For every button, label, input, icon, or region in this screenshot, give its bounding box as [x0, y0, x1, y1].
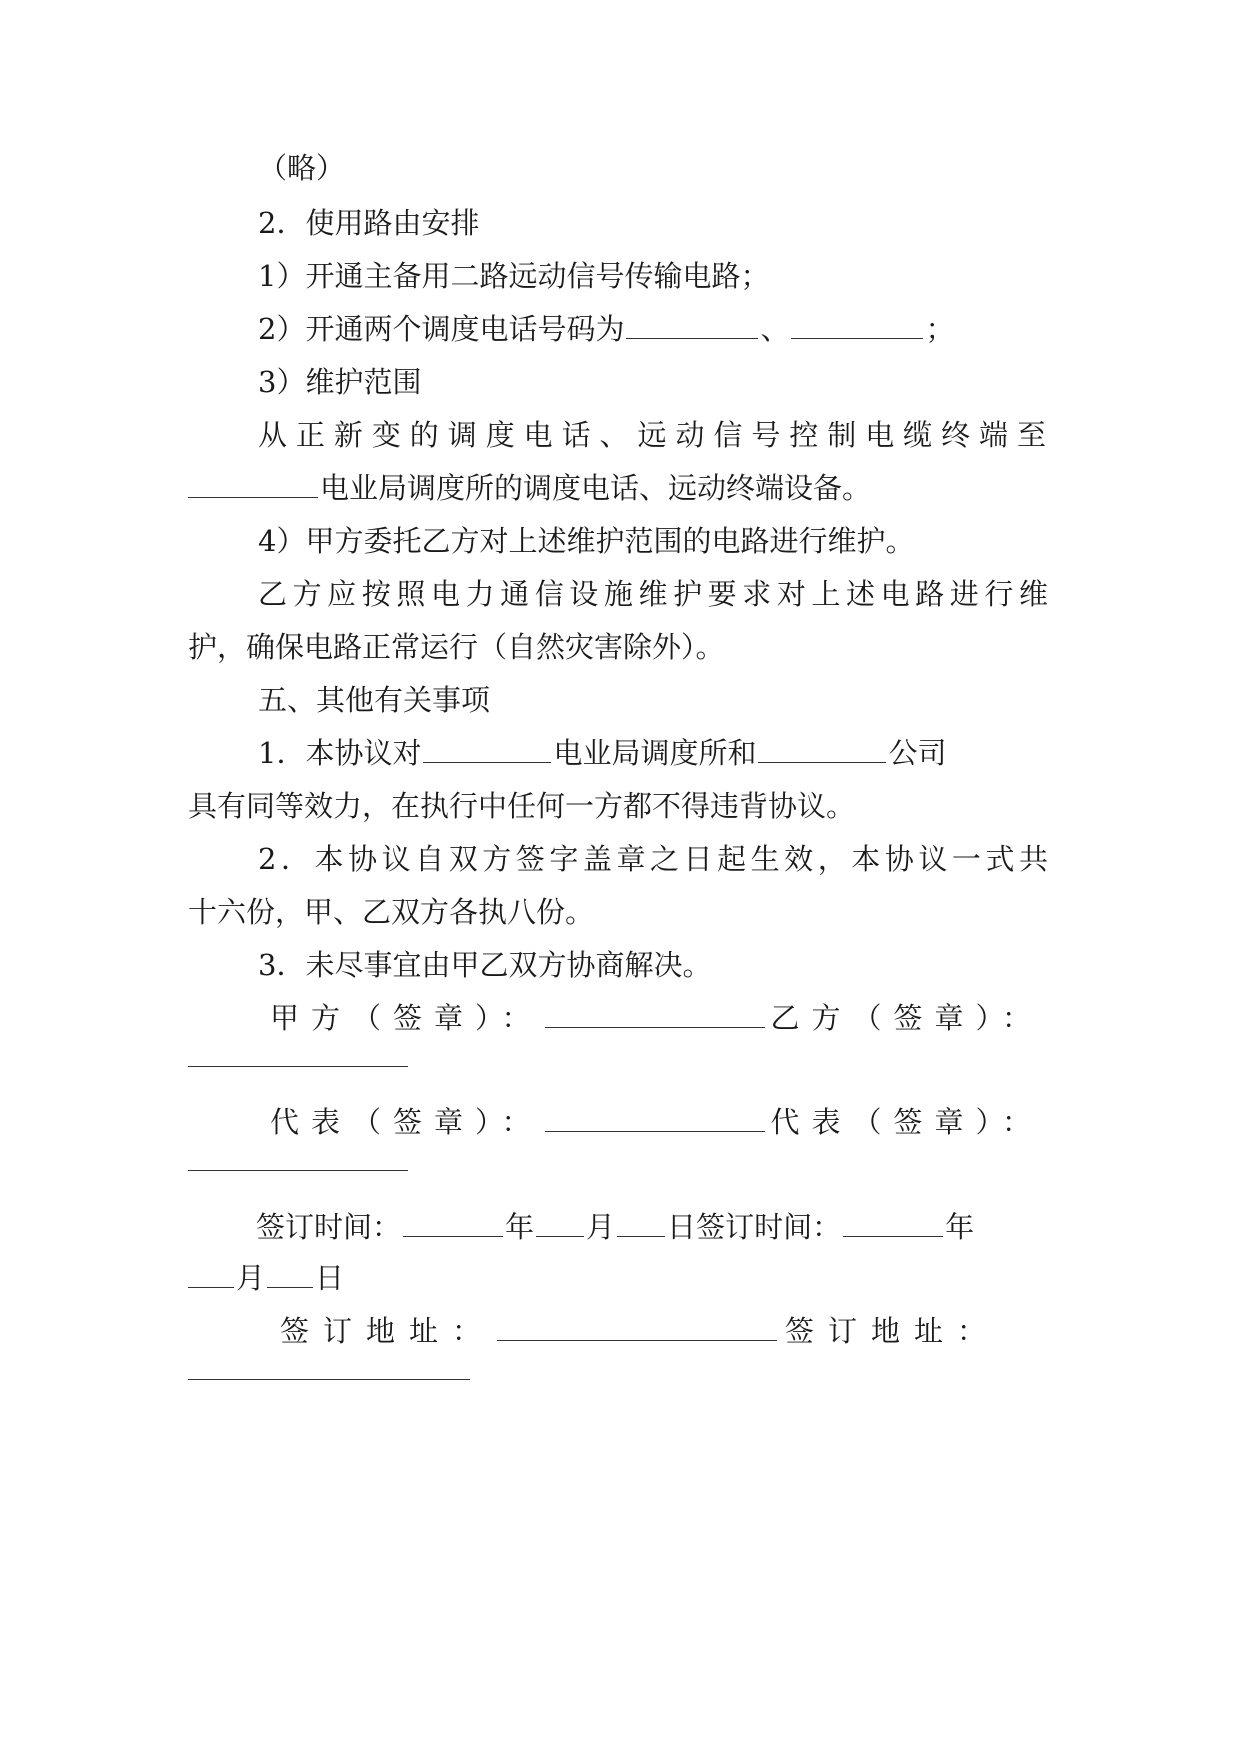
signing-date-continuation	[188, 1258, 1048, 1298]
item-4-maintenance	[258, 521, 1048, 561]
rep-b-signature-label: 代表（签章）：	[770, 1105, 1044, 1139]
address-a-blank	[497, 1313, 777, 1341]
omitted-text: （略）	[258, 151, 346, 185]
maintenance-paragraph-line-1	[258, 574, 1048, 614]
clause-1-prefix: 1．本协议对	[258, 736, 422, 770]
item-3-scope-title	[258, 362, 1048, 402]
party-a-signature-label: 甲方（签章）：	[270, 1001, 543, 1035]
scope-paragraph-line-1	[258, 415, 1046, 455]
maintenance-line-2-text: 护，确保电路正常运行（自然灾害除外）。	[188, 630, 725, 664]
item-1-circuits	[258, 256, 1048, 296]
party-b-signature-label: 乙方（签章）：	[770, 1001, 1044, 1035]
maintenance-line-1-text: 乙方应按照电力通信设施维护要求对上述电路进行维	[258, 577, 1048, 611]
clause-3-text: 3．未尽事宜由甲乙双方协商解决。	[258, 948, 712, 982]
rep-b-signature-blank	[188, 1170, 408, 1171]
section-routing-title	[258, 203, 1048, 243]
clause-1-line-1	[258, 733, 1048, 773]
routing-title-text: 2．使用路由安排	[258, 206, 480, 240]
date-a-month-unit: 月	[586, 1210, 616, 1244]
clause-2-line-1	[258, 839, 1048, 879]
signing-date-line	[256, 1207, 1048, 1247]
date-a-label: 签订时间：	[256, 1210, 402, 1244]
section-five-title	[258, 680, 1048, 720]
item-1-text: 1）开通主备用二路远动信号传输电路；	[258, 259, 770, 293]
maintenance-paragraph-line-2	[188, 627, 1048, 667]
scope-paragraph-line-2	[188, 468, 1048, 508]
bureau-name-blank	[188, 470, 318, 498]
address-b-label: 签订地址：	[785, 1314, 1001, 1348]
address-a-label: 签订地址：	[280, 1314, 496, 1348]
company-blank	[758, 735, 886, 763]
date-a-year-blank	[403, 1209, 503, 1237]
rep-a-signature-label: 代表（签章）：	[270, 1105, 543, 1139]
date-a-day-blank	[617, 1209, 665, 1237]
clause-3	[258, 945, 1048, 985]
party-signature-line	[270, 998, 1048, 1038]
omitted-note	[258, 148, 1048, 188]
rep-a-signature-blank	[545, 1104, 765, 1132]
bureau-blank	[423, 735, 551, 763]
date-a-month-blank	[536, 1209, 584, 1237]
section-five-text: 五、其他有关事项	[258, 683, 491, 717]
clause-2-line-1-text: 2．本协议自双方签字盖章之日起生效，本协议一式共	[258, 842, 1048, 876]
item-3-text: 3）维护范围	[258, 365, 422, 399]
date-b-month-unit: 月	[236, 1261, 266, 1295]
representative-signature-line	[270, 1102, 1048, 1142]
phone-number-2-blank	[791, 311, 923, 339]
date-a-year-unit: 年	[505, 1210, 535, 1244]
date-a-day-unit: 日	[667, 1210, 697, 1244]
clause-1-line-2	[188, 786, 1048, 826]
date-b-month-blank	[188, 1260, 234, 1288]
date-b-day-blank	[267, 1260, 313, 1288]
item-4-text: 4）甲方委托乙方对上述维护范围的电路进行维护。	[258, 524, 915, 558]
clause-2-line-2	[188, 892, 1048, 932]
scope-line-2-text: 电业局调度所的调度电话、远动终端设备。	[320, 471, 872, 505]
date-b-year-blank	[843, 1209, 943, 1237]
date-b-day-unit: 日	[315, 1261, 345, 1295]
date-b-year-unit: 年	[945, 1210, 975, 1244]
clause-1-middle: 电业局调度所和	[553, 736, 757, 770]
party-a-signature-blank	[545, 1000, 765, 1028]
clause-1-line-2-text: 具有同等效力，在执行中任何一方都不得违背协议。	[188, 789, 856, 823]
address-b-blank	[188, 1379, 470, 1380]
separator-text: 、	[760, 312, 790, 346]
phone-number-1-blank	[626, 311, 758, 339]
clause-1-suffix: 公司	[888, 736, 947, 770]
date-b-label: 签订时间：	[696, 1210, 842, 1244]
semicolon-text: ；	[925, 312, 955, 346]
signing-address-line	[280, 1311, 1048, 1351]
item-2-phone-numbers	[258, 309, 1048, 349]
scope-line-1-text: 从正新变的调度电话、远动信号控制电缆终端至	[258, 418, 1046, 452]
item-2-text: 2）开通两个调度电话号码为	[258, 312, 625, 346]
clause-2-line-2-text: 十六份，甲、乙双方各执八份。	[188, 895, 595, 929]
party-b-signature-blank	[188, 1066, 408, 1067]
